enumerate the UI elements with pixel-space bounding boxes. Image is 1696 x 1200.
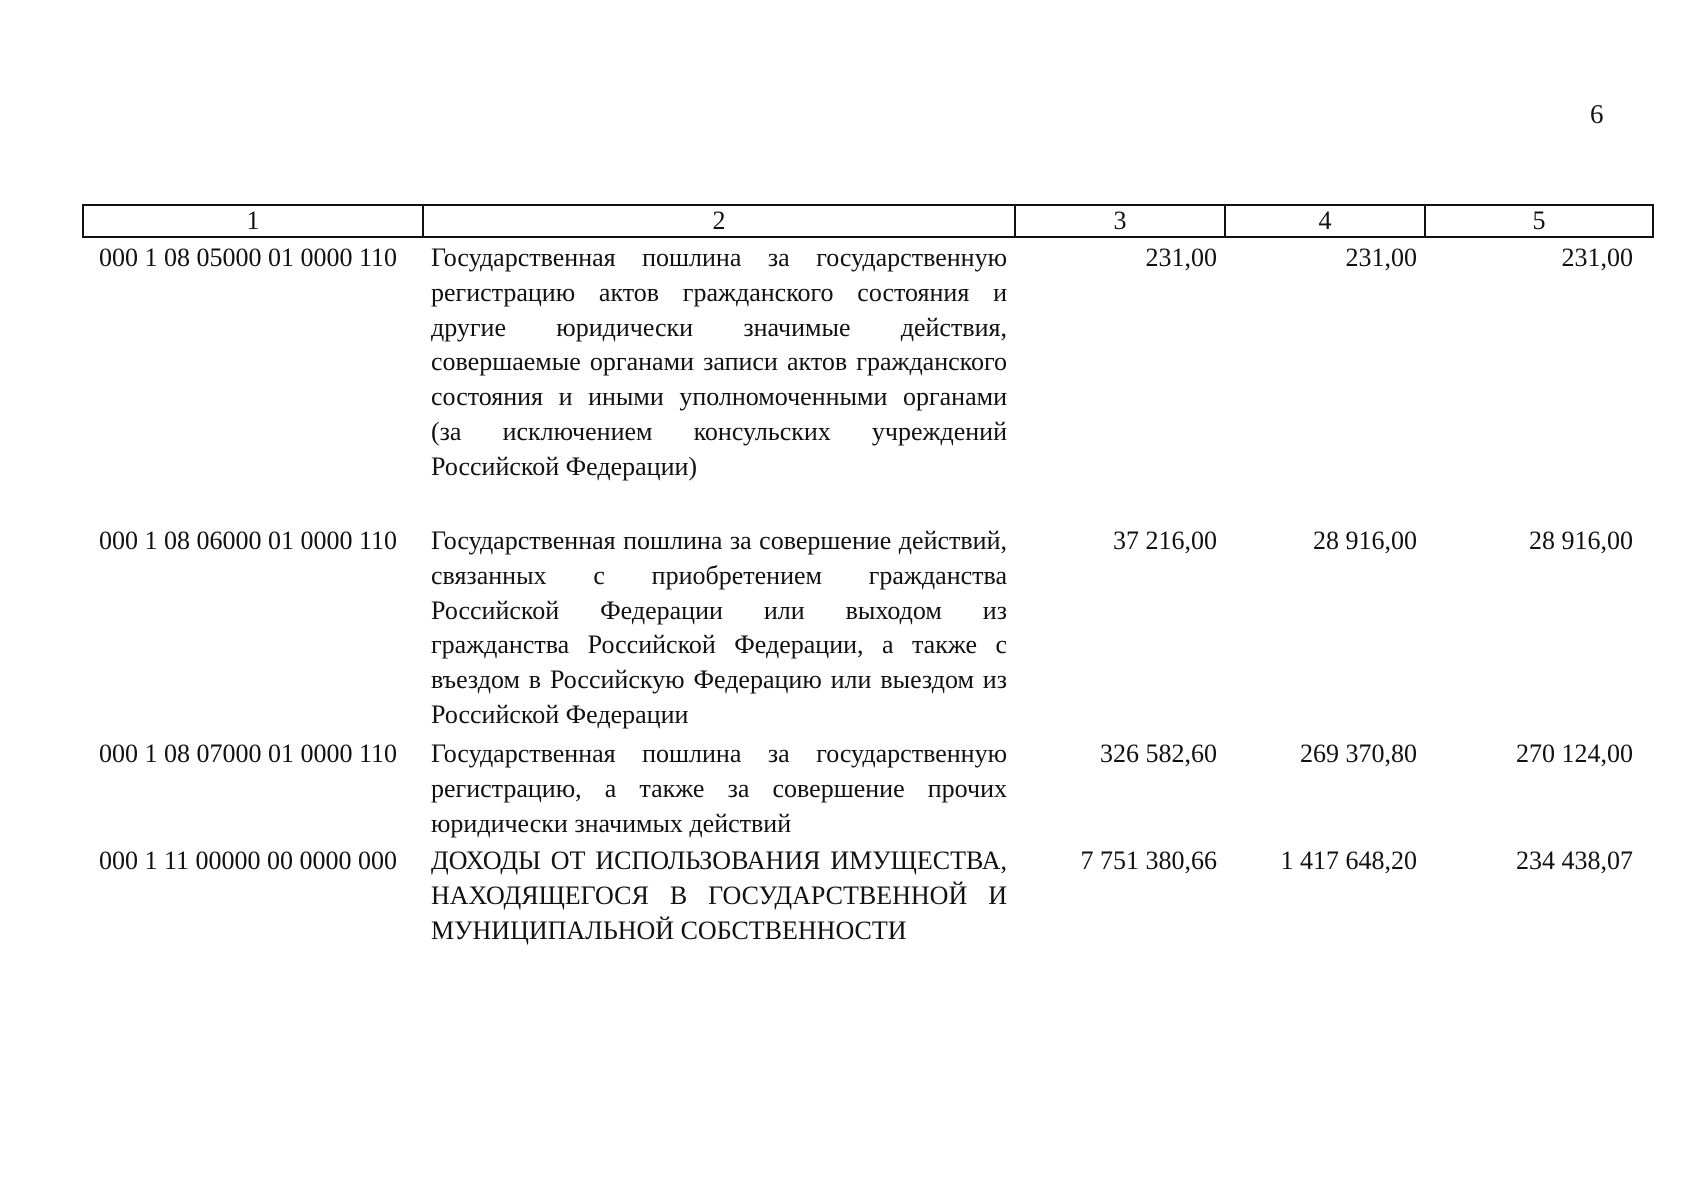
amount-col-3: 231,00	[1145, 243, 1217, 272]
budget-code: 000 1 08 06000 01 0000 110	[99, 526, 398, 555]
budget-code: 000 1 11 00000 00 0000 000	[99, 846, 398, 876]
header-col-5: 5	[1425, 205, 1653, 237]
table-row	[83, 521, 1653, 734]
amount-col-3: 326 582,60	[1100, 739, 1217, 768]
amount-col-5: 231,00	[1561, 243, 1633, 272]
page-number: 6	[1590, 99, 1604, 129]
header-col-4: 4	[1225, 205, 1425, 237]
amount-col-5: 234 438,07	[1516, 846, 1633, 876]
budget-code: 000 1 08 05000 01 0000 110	[99, 243, 398, 272]
budget-revenue-table	[82, 204, 1654, 984]
amount-col-4: 28 916,00	[1313, 526, 1417, 555]
revenue-description: Государственная пошлина за совершение действий, связанных с приобретением гражданства Российской Федерации или выходом из гражданства Российской Федерации, а также с въездом в Российскую Федерацию или выездом из Российской Федерации	[431, 526, 1007, 729]
table-row	[83, 734, 1653, 841]
header-col-3: 3	[1015, 205, 1225, 237]
amount-col-3: 37 216,00	[1113, 526, 1217, 555]
amount-col-5: 270 124,00	[1516, 739, 1633, 768]
amount-col-4: 231,00	[1345, 243, 1417, 272]
table-row	[83, 237, 1653, 521]
amount-col-5: 28 916,00	[1529, 526, 1633, 555]
amount-col-3: 7 751 380,66	[1080, 846, 1217, 876]
revenue-description: Государственная пошлина за государственную регистрацию актов гражданского состояния и другие юридически значимые действия, совершаемые органами записи актов гражданского состояния и иными уполномоченными органами (за исключением консульских учреждений Российской Федерации)	[431, 243, 1007, 481]
budget-code: 000 1 08 07000 01 0000 110	[99, 739, 398, 768]
amount-col-4: 1 417 648,20	[1280, 846, 1417, 876]
header-col-2: 2	[423, 205, 1015, 237]
header-col-1: 1	[83, 205, 423, 237]
table-header-row	[83, 205, 1653, 237]
amount-col-4: 269 370,80	[1300, 739, 1417, 768]
table-row	[83, 841, 1653, 984]
revenue-description: Государственная пошлина за государственную регистрацию, а также за совершение прочих юридически значимых действий	[431, 739, 1007, 838]
revenue-description: ДОХОДЫ ОТ ИСПОЛЬЗОВАНИЯ ИМУЩЕСТВА, НАХОДЯЩЕГОСЯ В ГОСУДАРСТВЕННОЙ И МУНИЦИПАЛЬНОЙ СОБСТВЕННОСТИ	[431, 846, 1007, 945]
